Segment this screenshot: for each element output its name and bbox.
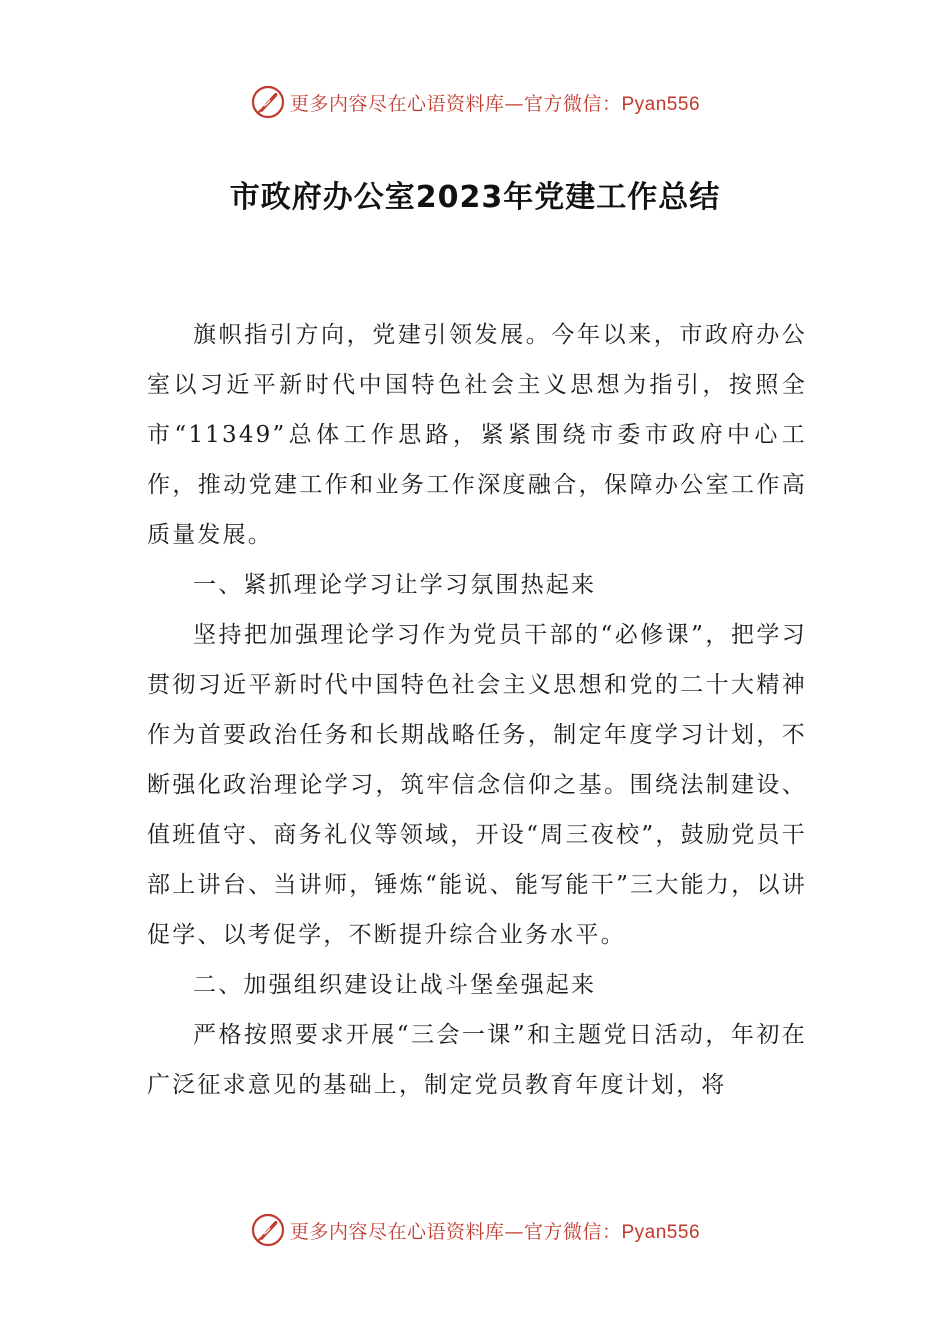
header-watermark-banner xyxy=(0,82,950,122)
banner-label: 更多内容尽在心语资料库—官方微信： xyxy=(289,92,622,115)
quill-pen-logo-icon xyxy=(250,1212,286,1248)
banner-label: 更多内容尽在心语资料库—官方微信： xyxy=(289,1220,622,1243)
section-heading-1: 一、紧抓理论学习让学习氛围热起来 xyxy=(193,572,597,598)
banner-wechat-id: Pyan556 xyxy=(621,93,701,115)
banner-wechat-id: Pyan556 xyxy=(621,1221,701,1243)
banner-text xyxy=(290,89,700,116)
document-body xyxy=(147,310,807,1110)
quill-pen-logo-icon xyxy=(250,84,286,120)
banner-text xyxy=(290,1217,700,1244)
paragraph-intro: 旗帜指引方向，党建引领发展。今年以来，市政府办公室以习近平新时代中国特色社会主义思想为指引，按照全市“11349”总体工作思路，紧紧围绕市委市政府中心工作，推动党建工作和业务工作深度融合，保障办公室工作高质量发展。 xyxy=(147,322,807,548)
paragraph-section-2: 严格按照要求开展“三会一课”和主题党日活动，年初在广泛征求意见的基础上，制定党员教育年度计划，将 xyxy=(147,1022,807,1098)
section-heading-2: 二、加强组织建设让战斗堡垒强起来 xyxy=(193,972,597,998)
document-title: 市政府办公室2023年党建工作总结 xyxy=(229,180,721,215)
paragraph-section-1: 坚持把加强理论学习作为党员干部的“必修课”，把学习贯彻习近平新时代中国特色社会主义思想和党的二十大精神作为首要政治任务和长期战略任务，制定年度学习计划，不断强化政治理论学习，筑牢信念信仰之基。围绕法制建设、值班值守、商务礼仪等领域，开设“周三夜校”，鼓励党员干部上讲台、当讲师，锤炼“能说、能写能干”三大能力，以讲促学、以考促学，不断提升综合业务水平。 xyxy=(147,622,807,948)
footer-watermark-banner xyxy=(0,1210,950,1250)
